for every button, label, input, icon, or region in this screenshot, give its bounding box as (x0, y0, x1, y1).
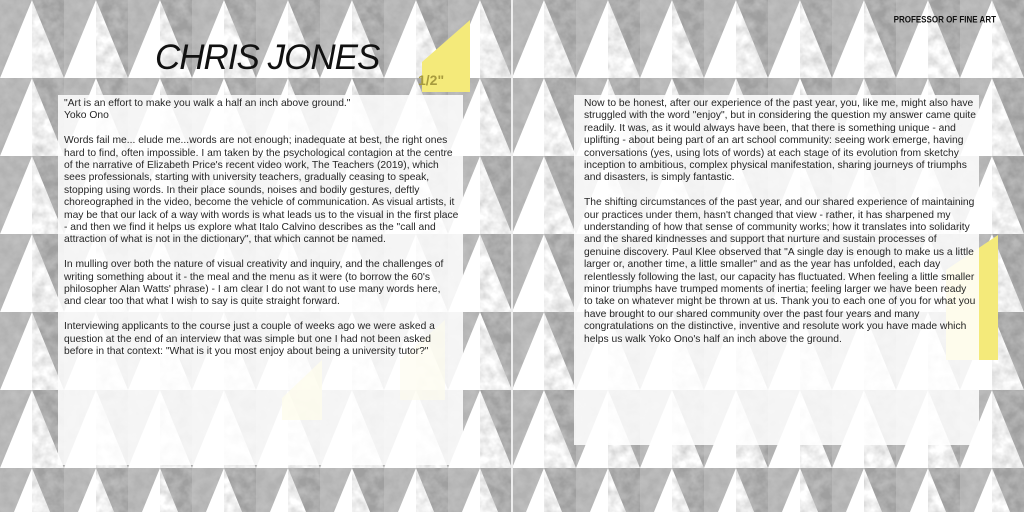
quote-paragraph: "Art is an effort to make you walk a half an inch above ground." Yoko Ono (64, 98, 351, 122)
author-title: CHRIS JONES (155, 38, 380, 77)
body-paragraph: Now to be honest, after our experience of the past year, you, like me, might also have struggled with the word "enjoy", but in considering the question my answer came quite readily. It was, as it would always have been, that there is something unique - and uplifting - about being part of an art school community: seeing work emerge, having conversations (yes, using lots of words) at each stage of its evolution from sketchy inception to ambitious, complex physical manifestation, sharing journeys of triumphs and disasters, is simply fantastic. (584, 98, 976, 184)
header-label: PROFESSOR OF FINE ART (893, 14, 996, 25)
body-paragraph: The shifting circumstances of the past year, and our shared experience of maintaining our practices under them, hasn't changed that view - rather, it has sharpened my understanding of how that sense of community works; how it translates into solidarity and the shared kindnesses and support that nurture and sustain processes of genuine discovery. Paul Klee observed that "A single day is enough to make us a little larger or, another time, a little smaller" and as the year has unfolded, each day relentlessly following the last, our capacity has fluctuated. When feeling a little smaller minor triumphs have trumped moments of inertia; feeling larger we have been ready to take on whatever might be thrown at us. Thank you to each one of you for what you have brought to our shared community over the past four years and many congratulations on the distinctive, inventive and resolute work you have made which helps us walk Yoko Ono's half an inch above the ground. (584, 197, 976, 345)
body-paragraph: Words fail me... elude me...words are not enough; inadequate at best, the right ones hard to find, often impossible. I am taken by the psychological contagion at the centre of the narrative of Elizabeth Price's recent video work, The Teachers (2019), which sees professionals, starting with university teachers, gradually ceasing to speak, stopping using words. In their place sounds, noises and bodily gestures, deftly choreographed in the video, become the vehicle of communication. As visual artists, it may be that our lack of a way with words is what leads us to the visual in the first place - and then we find it helps us explore what Italo Calvino describes as the "call and attraction of what is not in the dictionary", that which cannot be named. (64, 135, 459, 246)
body-paragraph: Interviewing applicants to the course just a couple of weeks ago we were asked a question at the end of an interview that was simple but one I had not been asked before in that context: "What is it you most enjoy about being a university tutor?" (64, 321, 435, 358)
right-column (584, 98, 976, 359)
left-column (64, 98, 460, 371)
page-number: 1/2" (418, 72, 445, 88)
body-paragraph: In mulling over both the nature of visual creativity and inquiry, and the challenges of writing something about it - the meal and the menu as it were (to borrow the 60's philosopher Alan Watts' phrase) - I am clear I do not want to use many words here, and clear too that what I wish to say is quite straight forward. (64, 259, 444, 308)
